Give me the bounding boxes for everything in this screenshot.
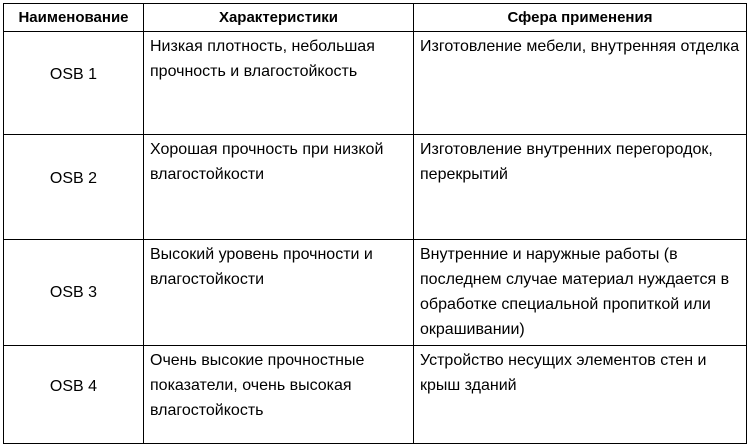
row-name: OSB 2 [49, 170, 98, 187]
row-characteristics: Высокий уровень прочности и влагостойкости [144, 240, 414, 346]
table-row [4, 240, 747, 346]
row-name-cell [4, 240, 144, 346]
row-application: Устройство несущих элементов стен и крыш зданий [414, 346, 747, 444]
row-name: OSB 3 [49, 283, 98, 301]
table-row [4, 135, 747, 240]
row-application: Внутренние и наружные работы (в последнем случае материал нуждается в обработке специальной пропиткой или окрашивании) [414, 240, 747, 346]
table-header [4, 4, 747, 32]
row-characteristics: Хорошая прочность при низкой влагостойкости [144, 135, 414, 240]
header-application: Сфера применения [414, 4, 747, 32]
row-name-cell [4, 32, 144, 135]
row-application: Изготовление мебели, внутренняя отделка [414, 32, 747, 135]
row-name-cell [4, 346, 144, 444]
table-body [4, 32, 747, 444]
osb-comparison-table [3, 3, 747, 444]
header-name: Наименование [4, 4, 144, 32]
row-characteristics: Очень высокие прочностные показатели, очень высокая влагостойкость [144, 346, 414, 444]
header-characteristics: Характеристики [144, 4, 414, 32]
row-name: OSB 1 [49, 66, 98, 83]
row-characteristics: Низкая плотность, небольшая прочность и влагостойкость [144, 32, 414, 135]
header-row [4, 4, 747, 32]
row-application: Изготовление внутренних перегородок, перекрытий [414, 135, 747, 240]
row-name-cell [4, 135, 144, 240]
row-name: OSB 4 [49, 377, 98, 395]
table-row [4, 346, 747, 444]
table-row [4, 32, 747, 135]
